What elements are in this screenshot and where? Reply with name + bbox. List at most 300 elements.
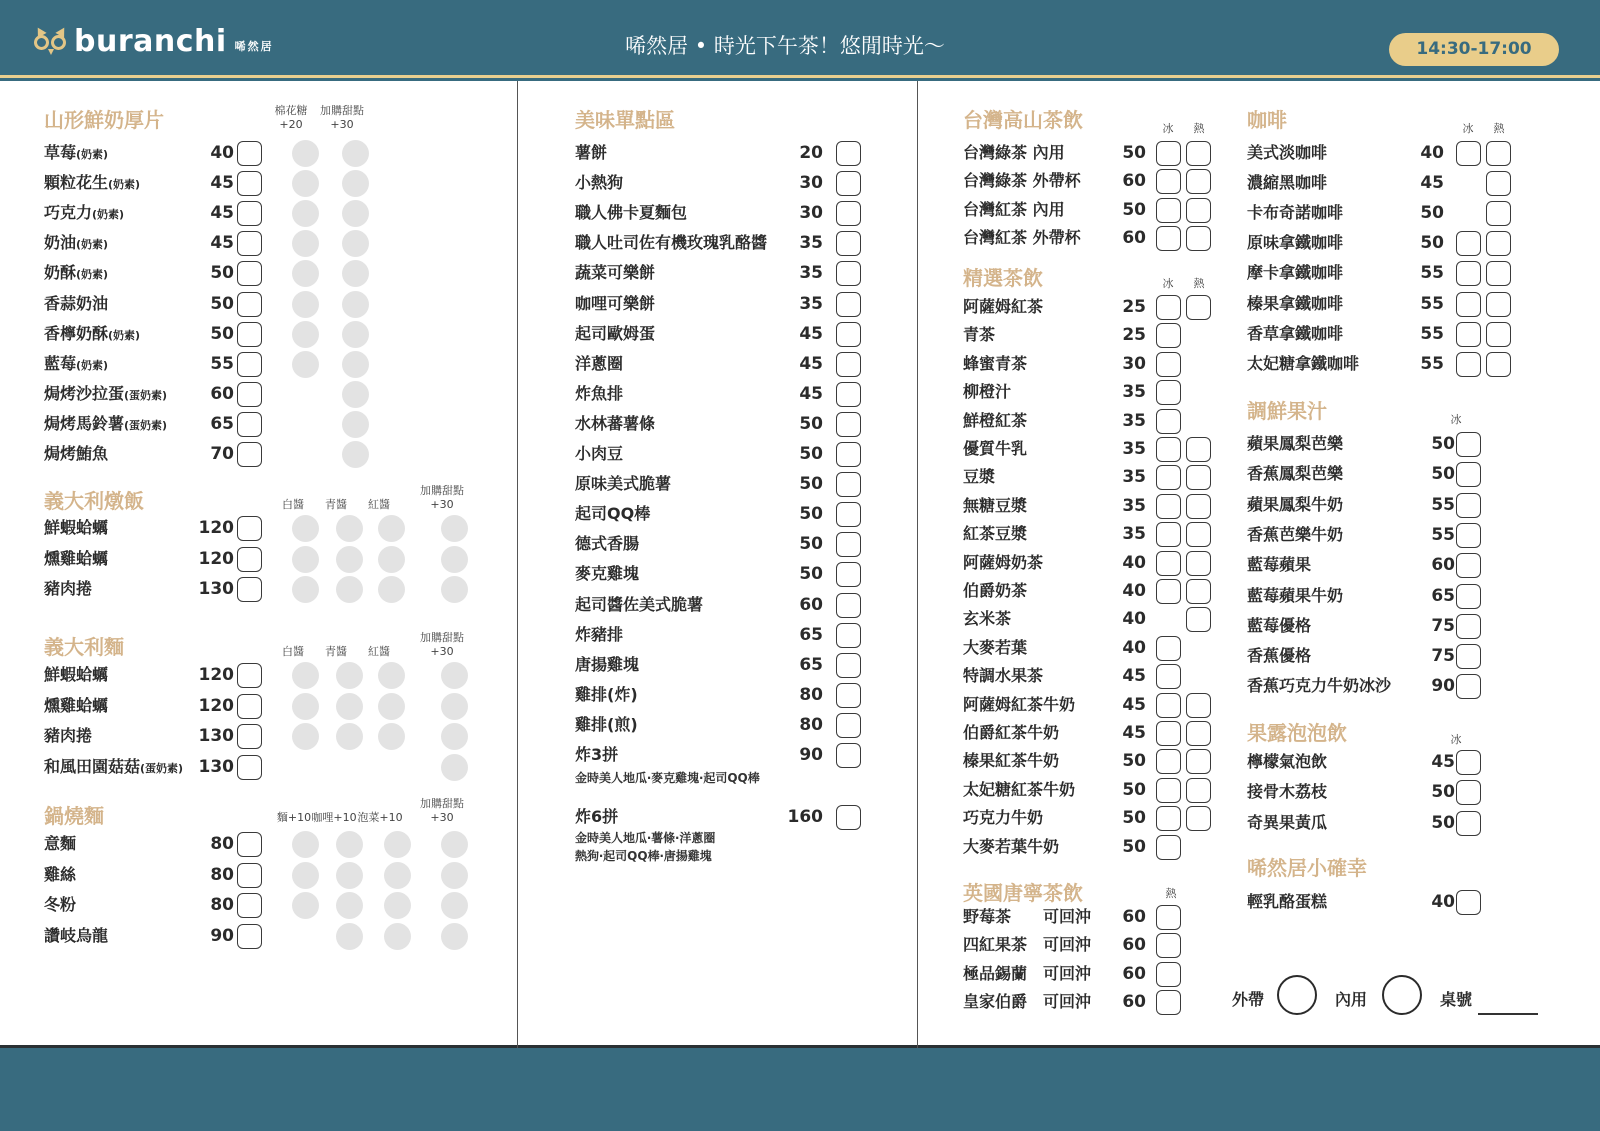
option-toggle[interactable] [336,892,363,919]
item-price: 130 [198,756,234,777]
option-toggle[interactable] [292,831,319,858]
quantity-checkbox[interactable] [1156,990,1181,1015]
option-toggle[interactable] [336,546,363,573]
item-name-text: 唐揚雞塊 [575,654,640,674]
ice-checkbox[interactable] [1456,352,1481,377]
column-header: 冰 [1450,413,1462,426]
ice-checkbox[interactable] [1156,380,1181,405]
ice-checkbox[interactable] [1156,295,1181,320]
menu-item-row [575,380,875,408]
item-price: 65 [799,654,823,675]
section-title: 果露泡泡飲 [1247,721,1347,745]
item-price: 20 [799,143,823,163]
hot-checkbox[interactable] [1486,322,1511,347]
option-toggle[interactable] [292,662,319,689]
hot-checkbox[interactable] [1186,141,1211,166]
option-toggle[interactable] [384,923,411,950]
item-price: 25 [1122,325,1146,346]
takeout-label: 外帶 [1232,990,1265,1009]
menu-item-row [963,662,1218,690]
item-name [44,440,108,468]
item-price: 120 [198,665,234,685]
column-header: 泡菜+10 [357,811,403,824]
quantity-checkbox[interactable] [836,743,861,768]
menu-item-row [44,440,404,468]
quantity-checkbox[interactable] [237,292,262,317]
option-toggle[interactable] [441,754,468,781]
item-price: 45 [1122,694,1146,715]
ice-checkbox[interactable] [1156,693,1181,718]
item-price: 45 [1122,666,1146,687]
item-name [963,833,1059,861]
menu-item-row [44,169,404,197]
item-price: 50 [799,504,823,525]
option-toggle[interactable] [441,892,468,919]
menu-item-row [575,651,875,679]
item-name-text: 摩卡拿鐵咖啡 [1247,263,1344,283]
item-diet-note: (蛋奶素) [124,418,168,432]
takeout-radio[interactable] [1277,975,1317,1015]
hot-checkbox[interactable] [1186,437,1211,462]
page-title: 唏然居 • 時光下午茶！悠閒時光～ [625,34,945,58]
item-name [44,692,108,720]
quantity-checkbox[interactable] [237,832,262,857]
quantity-checkbox[interactable] [237,442,262,467]
quantity-checkbox[interactable] [836,201,861,226]
hours-badge: 14:30-17:00 [1389,33,1559,66]
item-name [963,321,995,349]
item-name-text: 檸檬氣泡飲 [1247,752,1328,771]
menu-item-row [575,410,875,438]
hot-checkbox[interactable] [1186,465,1211,490]
combo-description: 熱狗‧起司QQ棒‧唐揚雞塊 [575,849,712,863]
ice-checkbox[interactable] [1456,141,1481,166]
marshmallow-toggle[interactable] [292,260,319,287]
marshmallow-toggle[interactable] [292,170,319,197]
option-toggle[interactable] [441,923,468,950]
item-price: 50 [1122,143,1146,163]
ice-checkbox[interactable] [1156,835,1181,860]
item-name [575,560,639,588]
menu-item-row [575,803,875,831]
marshmallow-toggle[interactable] [292,140,319,167]
item-name-text: 巧克力牛奶 [963,808,1044,828]
ice-checkbox[interactable] [1456,261,1481,286]
item-name [44,350,108,380]
ice-checkbox[interactable] [1156,352,1181,377]
order-sheet [0,81,1600,1048]
item-price: 60 [799,594,823,615]
menu-item-row [44,320,404,348]
table-number-field[interactable] [1478,1013,1538,1015]
item-name-text: 豬肉捲 [44,726,93,745]
option-toggle[interactable] [292,576,319,603]
hot-checkbox[interactable] [1486,201,1511,226]
menu-item-row [963,139,1218,167]
item-name [575,350,623,378]
dessert-addon-toggle[interactable] [342,260,369,287]
dessert-addon-toggle[interactable] [342,200,369,227]
item-price: 50 [210,263,234,284]
option-toggle[interactable] [336,693,363,720]
option-toggle[interactable] [336,576,363,603]
option-toggle[interactable] [292,693,319,720]
item-name [963,549,1043,577]
ice-checkbox[interactable] [1156,226,1181,251]
column-header: 冰 [1462,122,1474,135]
marshmallow-toggle[interactable] [292,291,319,318]
hot-checkbox[interactable] [1186,551,1211,576]
menu-item-row [1247,460,1487,488]
dessert-addon-toggle[interactable] [342,351,369,378]
quantity-checkbox[interactable] [237,547,262,572]
item-name-text: 炸魚排 [575,383,624,403]
ice-checkbox[interactable] [1156,323,1181,348]
quantity-checkbox[interactable] [836,593,861,618]
hot-checkbox[interactable] [1186,295,1211,320]
item-name: 極品錫蘭 可回沖 [963,963,1092,983]
item-price: 50 [1122,779,1146,800]
option-toggle[interactable] [378,662,405,689]
item-name-text: 原味美式脆薯 [575,474,672,494]
item-name [575,591,703,619]
quantity-checkbox[interactable] [836,412,861,437]
dessert-addon-toggle[interactable] [342,411,369,438]
ice-checkbox[interactable] [1456,231,1481,256]
hot-checkbox[interactable] [1186,198,1211,223]
item-price: 55 [1420,293,1444,314]
dine-in-radio[interactable] [1382,975,1422,1015]
item-name-text: 炸6拼 [575,807,619,826]
option-toggle[interactable] [441,515,468,542]
hot-checkbox[interactable] [1486,231,1511,256]
menu-item-row [1247,809,1487,837]
quantity-checkbox[interactable] [836,442,861,467]
option-toggle[interactable] [441,662,468,689]
item-price: 40 [1122,552,1146,573]
marshmallow-toggle[interactable] [292,321,319,348]
item-name-text: 巧克力 [44,203,93,223]
quantity-checkbox[interactable] [1456,523,1481,548]
ice-checkbox[interactable] [1156,636,1181,661]
item-name [575,199,687,227]
quantity-checkbox[interactable] [1456,644,1481,669]
menu-item-row [44,545,464,573]
quantity-checkbox[interactable] [836,562,861,587]
quantity-checkbox[interactable] [1156,905,1181,930]
item-name-text: 蔬菜可樂餅 [575,263,656,283]
ice-checkbox[interactable] [1156,169,1181,194]
menu-item-row [1247,169,1502,197]
marshmallow-toggle[interactable] [292,351,319,378]
quantity-checkbox[interactable] [237,412,262,437]
option-toggle[interactable] [441,693,468,720]
ice-checkbox[interactable] [1156,198,1181,223]
option-toggle[interactable] [336,515,363,542]
quantity-checkbox[interactable] [836,683,861,708]
menu-item-row [1247,612,1487,640]
item-price: 35 [1122,524,1146,545]
menu-item-row [575,320,875,348]
menu-item-row [575,199,875,227]
hot-checkbox[interactable] [1186,169,1211,194]
dessert-addon-toggle[interactable] [342,381,369,408]
quantity-checkbox[interactable] [836,141,861,166]
item-price: 50 [1431,782,1455,803]
option-toggle[interactable] [378,515,405,542]
quantity-checkbox[interactable] [836,532,861,557]
hot-checkbox[interactable] [1186,749,1211,774]
item-name [1247,199,1343,227]
option-toggle[interactable] [336,662,363,689]
marshmallow-toggle[interactable] [292,230,319,257]
item-price: 30 [799,203,823,224]
menu-item-row [1247,139,1502,167]
item-name-text: 奶酥 [44,263,77,283]
item-name [44,545,108,573]
item-name [1247,259,1343,287]
menu-item-row [963,520,1218,548]
item-name-text: 優質牛乳 [963,439,1028,458]
quantity-checkbox[interactable] [1456,890,1481,915]
item-price: 45 [210,203,234,224]
quantity-checkbox[interactable] [237,516,262,541]
menu-item-row [1247,778,1487,806]
item-name [44,830,76,858]
marshmallow-toggle[interactable] [292,200,319,227]
option-toggle[interactable] [441,862,468,889]
item-name-text: 阿薩姆紅茶牛奶 [963,694,1076,714]
item-name-text: 小熱狗 [575,173,624,193]
hot-checkbox[interactable] [1186,522,1211,547]
dessert-addon-toggle[interactable] [342,291,369,318]
quantity-checkbox[interactable] [237,694,262,719]
ice-checkbox[interactable] [1156,749,1181,774]
quantity-checkbox[interactable] [237,201,262,226]
quantity-checkbox[interactable] [836,502,861,527]
quantity-checkbox[interactable] [1456,750,1481,775]
item-name [575,380,623,408]
hot-checkbox[interactable] [1186,778,1211,803]
quantity-checkbox[interactable] [237,863,262,888]
quantity-checkbox[interactable] [237,577,262,602]
quantity-checkbox[interactable] [237,724,262,749]
menu-item-row [575,621,875,649]
menu-item-row [44,891,464,919]
ice-checkbox[interactable] [1156,494,1181,519]
menu-item-row [963,833,1218,861]
option-toggle[interactable] [441,576,468,603]
option-toggle[interactable] [292,546,319,573]
option-toggle[interactable] [384,862,411,889]
ice-checkbox[interactable] [1156,806,1181,831]
hot-checkbox[interactable] [1486,261,1511,286]
quantity-checkbox[interactable] [237,663,262,688]
option-toggle[interactable] [441,831,468,858]
item-price: 55 [1420,263,1444,284]
item-price: 35 [799,293,823,314]
option-toggle[interactable] [336,862,363,889]
menu-item-row [1247,290,1502,318]
item-name-text: 小肉豆 [575,444,624,463]
item-price: 35 [1122,410,1146,431]
option-toggle[interactable] [378,693,405,720]
quantity-checkbox[interactable] [1156,933,1181,958]
item-diet-note: (奶素) [76,268,109,282]
ice-checkbox[interactable] [1156,551,1181,576]
ice-checkbox[interactable] [1156,664,1181,689]
quantity-checkbox[interactable] [836,382,861,407]
menu-item-row [44,229,404,257]
item-name [963,804,1043,832]
quantity-checkbox[interactable] [237,382,262,407]
hot-checkbox[interactable] [1186,721,1211,746]
item-price: 50 [799,413,823,434]
item-name-text: 洋蔥圈 [575,353,624,373]
quantity-checkbox[interactable] [836,322,861,347]
quantity-checkbox[interactable] [836,713,861,738]
quantity-checkbox[interactable] [1456,811,1481,836]
column-header: 白醬 [282,645,304,658]
hot-checkbox[interactable] [1486,292,1511,317]
option-toggle[interactable] [336,923,363,950]
hot-checkbox[interactable] [1186,494,1211,519]
ice-checkbox[interactable] [1456,292,1481,317]
dessert-addon-toggle[interactable] [342,230,369,257]
quantity-checkbox[interactable] [1456,553,1481,578]
hot-checkbox[interactable] [1186,693,1211,718]
quantity-checkbox[interactable] [836,653,861,678]
hot-checkbox[interactable] [1186,806,1211,831]
quantity-checkbox[interactable] [836,805,861,830]
hot-checkbox[interactable] [1486,141,1511,166]
section-title: 義大利燉飯 [44,489,144,513]
quantity-checkbox[interactable] [237,322,262,347]
menu-item-row [575,530,875,558]
option-toggle[interactable] [441,546,468,573]
item-name [1247,612,1311,640]
ice-checkbox[interactable] [1156,465,1181,490]
menu-item-row [963,605,1218,633]
quantity-checkbox[interactable] [237,231,262,256]
ice-checkbox[interactable] [1156,721,1181,746]
option-toggle[interactable] [378,576,405,603]
quantity-checkbox[interactable] [1456,584,1481,609]
ice-checkbox[interactable] [1156,522,1181,547]
item-price: 45 [799,353,823,374]
quantity-checkbox[interactable] [836,231,861,256]
item-name [44,514,108,542]
item-diet-note: (蛋奶素) [124,388,168,402]
option-toggle[interactable] [292,723,319,750]
dessert-addon-toggle[interactable] [342,441,369,468]
item-price: 80 [210,834,234,854]
item-name-text: 榛果紅茶牛奶 [963,751,1060,771]
quantity-checkbox[interactable] [1456,432,1481,457]
item-name [575,169,623,197]
dessert-addon-toggle[interactable] [342,321,369,348]
quantity-checkbox[interactable] [836,623,861,648]
quantity-checkbox[interactable] [1456,462,1481,487]
item-name [575,741,618,769]
option-toggle[interactable] [292,862,319,889]
quantity-checkbox[interactable] [237,755,262,780]
quantity-checkbox[interactable] [1456,674,1481,699]
quantity-checkbox[interactable] [836,261,861,286]
quantity-checkbox[interactable] [1456,614,1481,639]
ice-checkbox[interactable] [1156,409,1181,434]
item-name-text: 太妃糖紅茶牛奶 [963,779,1076,799]
hot-checkbox[interactable] [1186,607,1211,632]
item-price: 50 [799,534,823,555]
quantity-checkbox[interactable] [836,472,861,497]
quantity-checkbox[interactable] [1456,493,1481,518]
item-name-text: 讚岐烏龍 [44,925,109,945]
hot-checkbox[interactable] [1186,226,1211,251]
quantity-checkbox[interactable] [237,352,262,377]
item-name [963,520,1027,548]
item-name [575,139,607,167]
quantity-checkbox[interactable] [237,924,262,949]
quantity-checkbox[interactable] [237,141,262,166]
option-toggle[interactable] [336,723,363,750]
column-header: 熱 [1193,122,1205,135]
item-name [963,435,1027,463]
option-toggle[interactable] [441,723,468,750]
item-name-text: 青茶 [963,325,996,345]
item-price: 40 [210,143,234,163]
section-title: 唏然居小確幸 [1247,856,1367,880]
quantity-checkbox[interactable] [237,171,262,196]
ice-checkbox[interactable] [1156,579,1181,604]
option-toggle[interactable] [336,831,363,858]
dessert-addon-toggle[interactable] [342,170,369,197]
quantity-checkbox[interactable] [237,261,262,286]
hot-checkbox[interactable] [1486,171,1511,196]
quantity-checkbox[interactable] [836,171,861,196]
quantity-checkbox[interactable] [1156,962,1181,987]
menu-item-row [44,290,404,318]
quantity-checkbox[interactable] [1456,780,1481,805]
menu-item-row [44,350,404,378]
item-name [44,380,167,410]
dessert-addon-toggle[interactable] [342,140,369,167]
quantity-checkbox[interactable] [237,893,262,918]
option-toggle[interactable] [384,831,411,858]
ice-checkbox[interactable] [1456,322,1481,347]
option-toggle[interactable] [384,892,411,919]
item-name [44,753,183,783]
quantity-checkbox[interactable] [836,352,861,377]
menu-item-row [575,741,875,769]
option-toggle[interactable] [378,546,405,573]
ice-checkbox[interactable] [1156,778,1181,803]
ice-checkbox[interactable] [1156,437,1181,462]
option-toggle[interactable] [292,892,319,919]
item-name [575,681,638,709]
item-name [963,691,1075,719]
option-toggle[interactable] [292,515,319,542]
menu-item-row [575,470,875,498]
hot-checkbox[interactable] [1186,579,1211,604]
ice-checkbox[interactable] [1156,141,1181,166]
hot-checkbox[interactable] [1486,352,1511,377]
item-name [575,651,639,679]
item-price: 45 [1122,723,1146,743]
menu-item-row [575,229,875,257]
option-toggle[interactable] [378,723,405,750]
quantity-checkbox[interactable] [836,292,861,317]
